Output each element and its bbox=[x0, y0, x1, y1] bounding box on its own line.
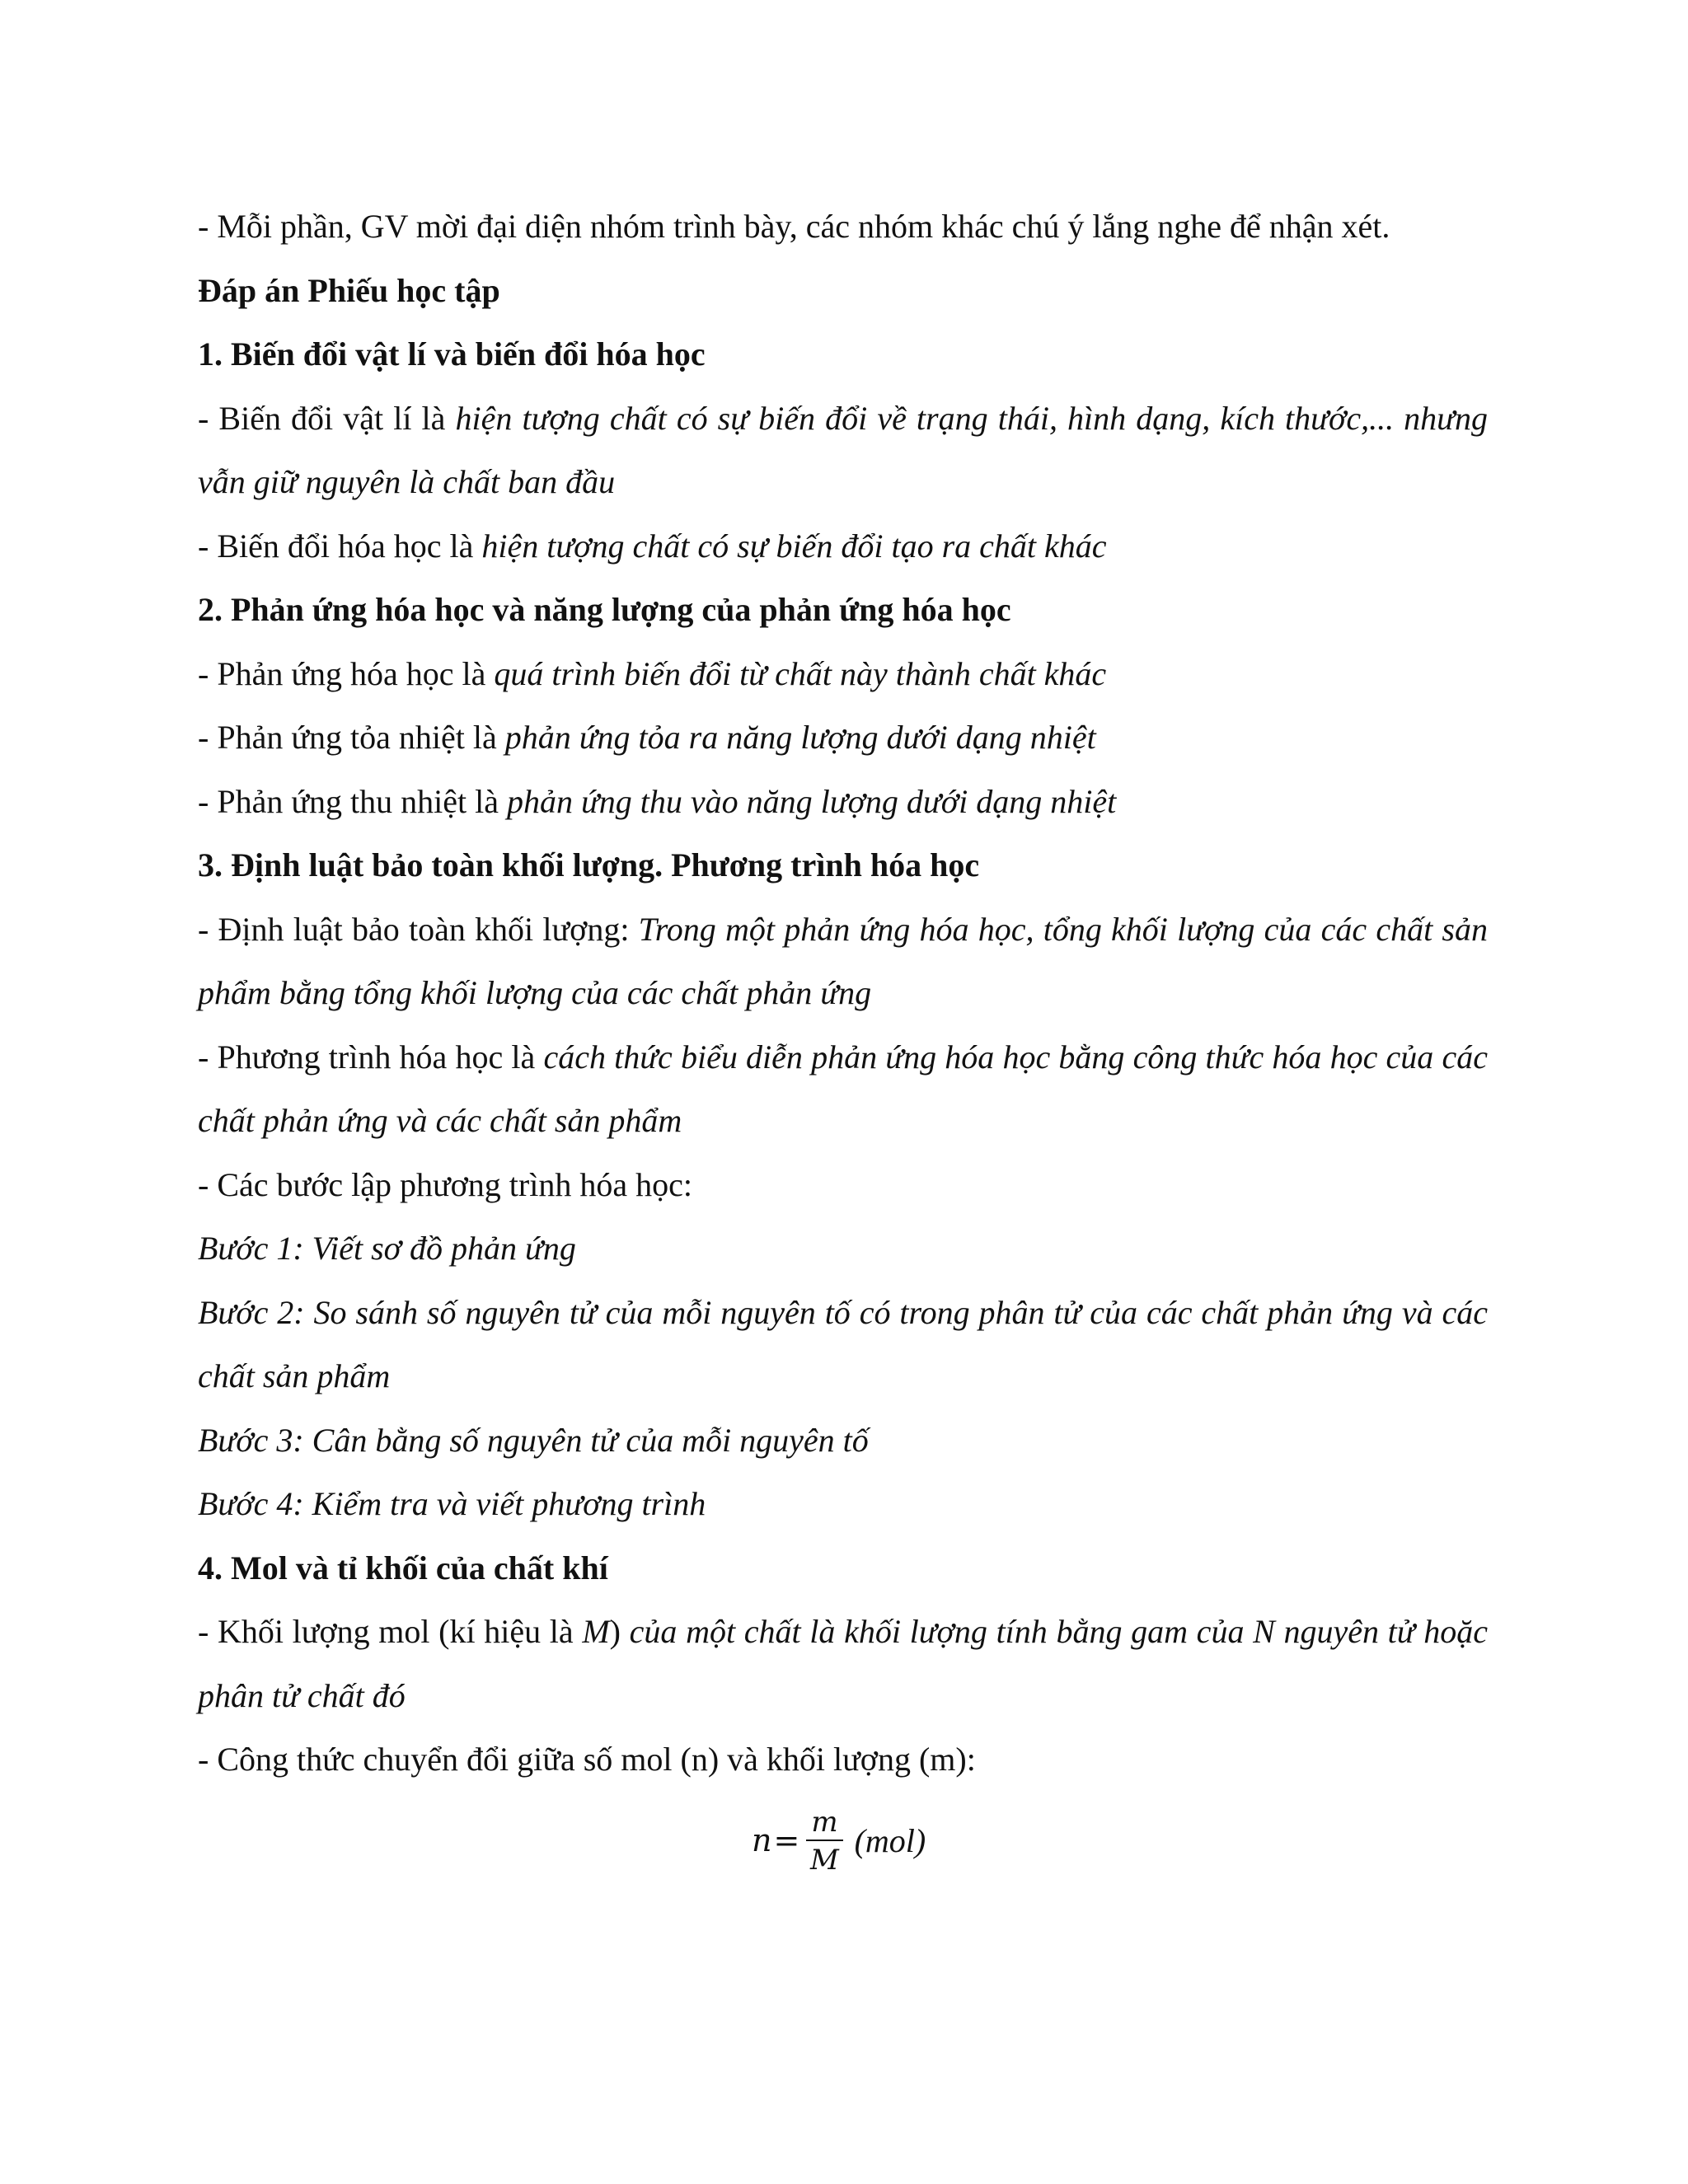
definition-italic: của một chất là khối lượng tính bằng gam của N nguyên tử hoặc phân tử chất đó bbox=[198, 1613, 1488, 1714]
section-2-heading bbox=[198, 578, 1488, 642]
definition-italic: cách thức biểu diễn phản ứng hóa học bằng công thức hóa học của các chất phản ứng và các chất sản phẩm bbox=[198, 1038, 1488, 1139]
formula-fraction bbox=[806, 1805, 842, 1877]
formula-lhs: n bbox=[752, 1821, 772, 1858]
definition-lead: - Biến đổi vật lí là bbox=[198, 399, 456, 437]
section-3-heading bbox=[198, 833, 1488, 898]
step-text: Bước 4: Kiểm tra và viết phương trình bbox=[198, 1485, 706, 1522]
paragraph-text: - Các bước lập phương trình hóa học: bbox=[198, 1165, 692, 1203]
step-3 bbox=[198, 1408, 1488, 1473]
equation-steps-intro bbox=[198, 1153, 1488, 1217]
step-text: Bước 2: So sánh số nguyên tử của mỗi nguyên tố có trong phân tử của các chất phản ứng và các chất sản phẩm bbox=[198, 1293, 1488, 1394]
definition-italic: hiện tượng chất có sự biến đổi tạo ra chất khác bbox=[481, 527, 1107, 565]
section-4-heading bbox=[198, 1536, 1488, 1601]
molar-mass-symbol: M bbox=[582, 1613, 610, 1650]
paragraph-text: - Mỗi phần, GV mời đại diện nhóm trình bày, các nhóm khác chú ý lắng nghe để nhận xét. bbox=[198, 208, 1390, 245]
definition-lead: - Khối lượng mol (kí hiệu là bbox=[198, 1613, 583, 1650]
answer-key-heading bbox=[198, 259, 1488, 323]
fraction-denominator: M bbox=[810, 1843, 839, 1877]
definition-lead: - Phản ứng tỏa nhiệt là bbox=[198, 719, 505, 756]
definition-lead: - Phản ứng hóa học là bbox=[198, 654, 495, 692]
heading-text: 4. Mol và tỉ khối của chất khí bbox=[198, 1549, 608, 1586]
heading-text: 3. Định luật bảo toàn khối lượng. Phương trình hóa học bbox=[198, 846, 980, 883]
document-body bbox=[198, 194, 1488, 1891]
definition-italic: quá trình biến đổi từ chất này thành chất khác bbox=[494, 654, 1107, 692]
formula-equals: = bbox=[773, 1821, 800, 1858]
conversion-formula-intro bbox=[198, 1727, 1488, 1792]
chemical-change-definition bbox=[198, 514, 1488, 579]
paragraph-group-intro bbox=[198, 194, 1488, 259]
paragraph-text: - Công thức chuyển đổi giữa số mol (n) và khối lượng (m): bbox=[198, 1741, 976, 1778]
heading-text: 2. Phản ứng hóa học và năng lượng của phản ứng hóa học bbox=[198, 591, 1011, 628]
heading-text: Đáp án Phiếu học tập bbox=[198, 271, 500, 309]
closing-paren: ) bbox=[609, 1613, 630, 1650]
fraction-numerator: m bbox=[806, 1808, 842, 1841]
endothermic-definition bbox=[198, 770, 1488, 834]
definition-lead: - Phản ứng thu nhiệt là bbox=[198, 782, 507, 820]
step-1 bbox=[198, 1216, 1488, 1281]
step-text: Bước 3: Cân bằng số nguyên tử của mỗi nguyên tố bbox=[198, 1421, 869, 1459]
chemical-reaction-definition bbox=[198, 642, 1488, 706]
definition-lead: - Phương trình hóa học là bbox=[198, 1038, 544, 1076]
molar-mass-definition bbox=[198, 1600, 1488, 1727]
step-4 bbox=[198, 1472, 1488, 1536]
step-2 bbox=[198, 1281, 1488, 1408]
mass-conservation-law bbox=[198, 898, 1488, 1025]
definition-italic: phản ứng tỏa ra năng lượng dưới dạng nhiệt bbox=[504, 719, 1096, 756]
chemical-equation-definition bbox=[198, 1025, 1488, 1153]
exothermic-definition bbox=[198, 705, 1488, 770]
heading-text: 1. Biến đổi vật lí và biến đổi hóa học bbox=[198, 335, 706, 373]
mole-conversion-formula bbox=[198, 1792, 1488, 1891]
definition-lead: - Định luật bảo toàn khối lượng: bbox=[198, 910, 639, 948]
definition-italic: hiện tượng chất có sự biến đổi về trạng thái, hình dạng, kích thước,... nhưng vẫn giữ nguyên là chất ban đầu bbox=[198, 399, 1489, 500]
definition-italic: phản ứng thu vào năng lượng dưới dạng nhiệt bbox=[506, 782, 1117, 820]
formula-unit: (mol) bbox=[854, 1821, 926, 1859]
physical-change-definition bbox=[198, 387, 1488, 514]
formula-expression bbox=[752, 1800, 926, 1882]
definition-italic: Trong một phản ứng hóa học, tổng khối lượng của các chất sản phẩm bằng tổng khối lượng của các chất phản ứng bbox=[198, 910, 1489, 1011]
definition-lead: - Biến đổi hóa học là bbox=[198, 527, 482, 565]
section-1-heading bbox=[198, 322, 1488, 387]
step-text: Bước 1: Viết sơ đồ phản ứng bbox=[198, 1230, 576, 1267]
